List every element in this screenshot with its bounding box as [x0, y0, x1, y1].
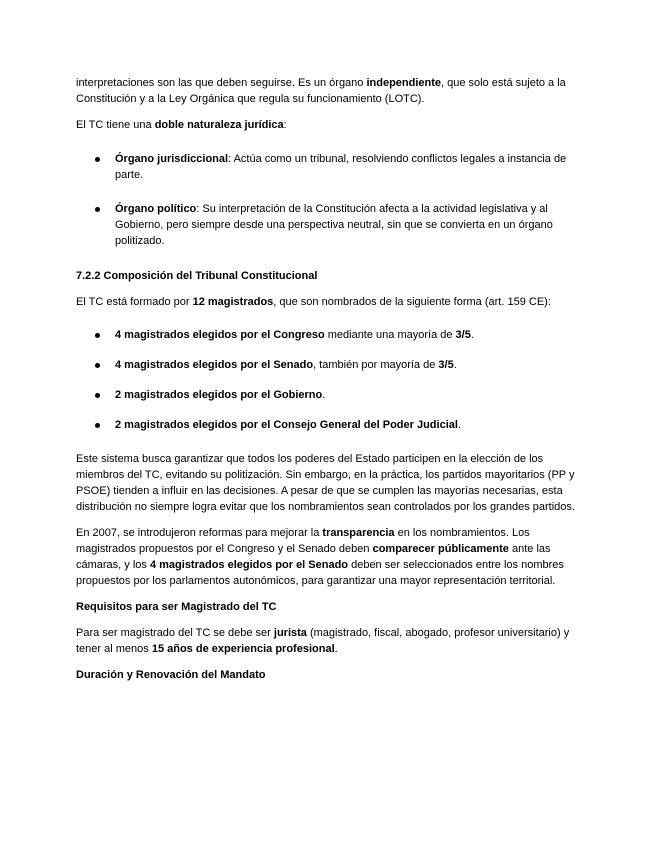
bullet-icon	[95, 157, 100, 162]
requirements-heading: Requisitos para ser Magistrado del TC	[76, 601, 277, 613]
intro-paragraph	[76, 75, 581, 107]
reform-text-2: en los nombramientos. Los magistrados propuestos por el Congreso y el Senado deben	[76, 527, 530, 555]
intro-text-1: interpretaciones son las que deben seguirse. Es un órgano	[76, 77, 367, 89]
list-item-bold: 2 magistrados elegidos por el Consejo General del Poder Judicial	[115, 419, 458, 431]
list-item	[76, 201, 581, 249]
composition-intro	[76, 294, 581, 310]
list-item-text: .	[457, 419, 461, 431]
requirements-bold-jurista: jurista	[273, 627, 307, 639]
requirements-text-2: (magistrado, fiscal, abogado, profesor universitario) y tener al menos	[76, 627, 570, 655]
duration-heading: Duración y Renovación del Mandato	[76, 669, 266, 681]
reform-paragraph	[76, 525, 581, 589]
list-item-text: , también por mayoría de	[313, 359, 439, 371]
intro-text-2: , que solo está sujeto a la Constitución y a la Ley Orgánica que regula su funcionamiento (LOTC).	[76, 77, 566, 105]
composition-bold: 12 magistrados	[192, 296, 274, 308]
list-item-text-2: .	[470, 329, 474, 341]
requirements-paragraph	[76, 625, 581, 657]
list-item-text-2: .	[453, 359, 457, 371]
bullet-icon	[95, 363, 100, 368]
requirements-text-3: .	[334, 643, 338, 655]
bullet-icon	[95, 333, 100, 338]
composition-heading: 7.2.2 Composición del Tribunal Constitucional	[76, 270, 318, 282]
intro-bold-independiente: independiente	[366, 77, 442, 89]
list-item	[76, 417, 581, 433]
reform-text-4: deben ser seleccionados entre los nombres propuestos por los parlamentos autonómicos, para garantizar una mayor representación territorial.	[76, 559, 564, 587]
list-item-bold: Órgano político	[115, 203, 197, 215]
requirements-text-1: Para ser magistrado del TC se debe ser	[76, 627, 274, 639]
nature-paragraph	[76, 117, 581, 133]
composition-text-2: , que son nombrados de la siguiente forma (art. 159 CE):	[273, 296, 551, 308]
bullet-icon	[95, 393, 100, 398]
reform-bold-senado: 4 magistrados elegidos por el Senado	[149, 559, 349, 571]
nature-text-1: El TC tiene una	[76, 119, 155, 131]
list-item-text: mediante una mayoría de	[324, 329, 456, 341]
list-item	[76, 327, 581, 343]
system-paragraph: Este sistema busca garantizar que todos los poderes del Estado participen en la elección de los miembros del TC, evitando su politización. Sin embargo, en la práctica, los partidos mayoritarios (PP y PSOE) tienden a influir en las decisiones. A pesar de que se cumplen las mayorías necesarias, esta distribución no siempre logra evitar que los nombramientos sean controlados por los grandes partidos.	[76, 453, 575, 513]
list-item	[76, 387, 581, 403]
nature-text-2: :	[283, 119, 287, 131]
list-item-bold: 4 magistrados elegidos por el Senado	[115, 359, 314, 371]
list-item-text: : Su interpretación de la Constitución afecta a la actividad legislativa y al Gobierno, pero siempre desde una perspectiva neutral, sin que se convierta en un órgano politizado.	[115, 203, 553, 247]
list-item-bold: 4 magistrados elegidos por el Congreso	[115, 329, 325, 341]
document-page	[76, 75, 581, 693]
list-item-bold-2: 3/5	[455, 329, 471, 341]
list-item-bold-2: 3/5	[438, 359, 454, 371]
reform-bold-comparecer: comparecer públicamente	[372, 543, 509, 555]
bullet-icon	[95, 207, 100, 212]
reform-text-3: ante las cámaras, y los	[76, 543, 551, 571]
reform-text-1: En 2007, se introdujeron reformas para mejorar la	[76, 527, 323, 539]
nature-bold: doble naturaleza jurídica	[154, 119, 284, 131]
list-item-bold: 2 magistrados elegidos por el Gobierno	[115, 389, 323, 401]
reform-bold-transparencia: transparencia	[322, 527, 395, 539]
composition-list	[76, 327, 581, 433]
list-item-text: .	[322, 389, 326, 401]
composition-text-1: El TC está formado por	[76, 296, 193, 308]
requirements-bold-experiencia: 15 años de experiencia profesional	[151, 643, 335, 655]
list-item-bold: Órgano jurisdiccional	[115, 153, 229, 165]
list-item	[76, 151, 581, 183]
nature-list	[76, 151, 581, 249]
bullet-icon	[95, 423, 100, 428]
list-item	[76, 357, 581, 373]
list-item-text: : Actúa como un tribunal, resolviendo conflictos legales a instancia de parte.	[115, 153, 567, 181]
